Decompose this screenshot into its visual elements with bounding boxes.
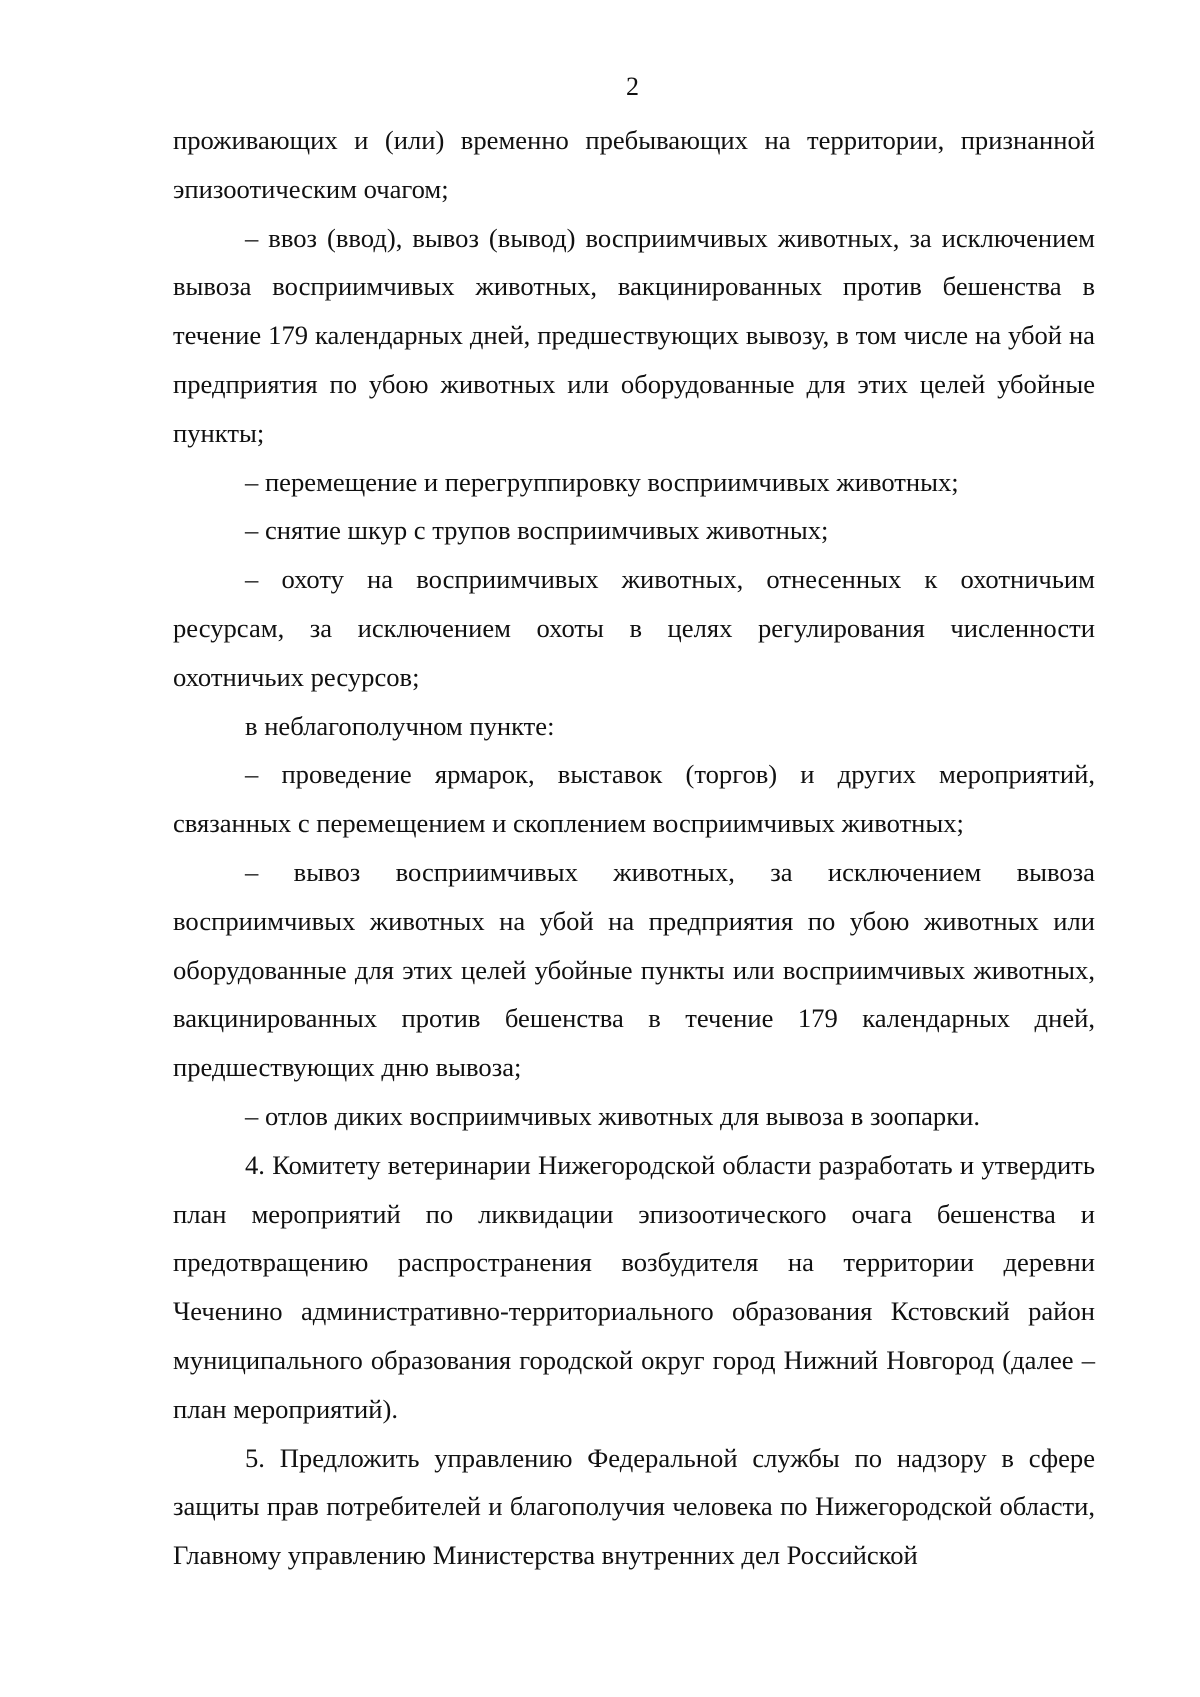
paragraph-capture-ban: – отлов диких восприимчивых животных для вывоза в зоопарки.: [245, 1100, 981, 1131]
paragraph-hunting-ban: – охоту на восприимчивых животных, отнесенных к охотничьим ресурсам, за исключением охоты в целях регулирования численности охотничьих ресурсов;: [173, 564, 1095, 692]
paragraph-item-5: 5. Предложить управлению Федеральной службы по надзору в сфере защиты прав потребителей и благополучия человека по Нижегородской области, Главному управлению Министерства внутренних дел Российской: [173, 1442, 1095, 1571]
paragraph-fairs-ban: – проведение ярмарок, выставок (торгов) и других мероприятий, связанных с перемещением и скоплением восприимчивых животных;: [173, 759, 1095, 839]
paragraph-continuation: проживающих и (или) временно пребывающих на территории, признанной эпизоотическим очагом;: [173, 125, 1095, 204]
paragraph-regrouping-ban: – перемещение и перегруппировку восприимчивых животных;: [245, 466, 959, 497]
paragraph-import-export-ban: – ввоз (ввод), вывоз (вывод) восприимчивых животных, за исключением вывоза восприимчивых животных, вакцинированных против бешенства в течение 179 календарных дней, предшествующих вывозу, в том числе на убой на предприятия по убою животных или оборудованные для этих целей убойные пункты;: [173, 222, 1095, 448]
paragraph-unfavorable-point-heading: в неблагополучном пункте:: [245, 710, 555, 741]
document-body: [173, 116, 1095, 1580]
page-number: 2: [626, 72, 639, 101]
paragraph-skinning-ban: – снятие шкур с трупов восприимчивых животных;: [245, 515, 829, 546]
paragraph-item-4: 4. Комитету ветеринарии Нижегородской области разработать и утвердить план мероприятий по ликвидации эпизоотического очага бешенства и предотвращению распространения возбудителя на территории деревни Чеченино административно-территориального образования Кстовский район муниципального образования городской округ город Нижний Новгород (далее – план мероприятий).: [173, 1149, 1095, 1424]
paragraph-export-ban: – вывоз восприимчивых животных, за исключением вывоза восприимчивых животных на убой на предприятия по убою животных или оборудованные для этих целей убойные пункты или восприимчивых животных, вакцинированных против бешенства в течение 179 календарных дней, предшествующих дню вывоза;: [173, 856, 1095, 1083]
